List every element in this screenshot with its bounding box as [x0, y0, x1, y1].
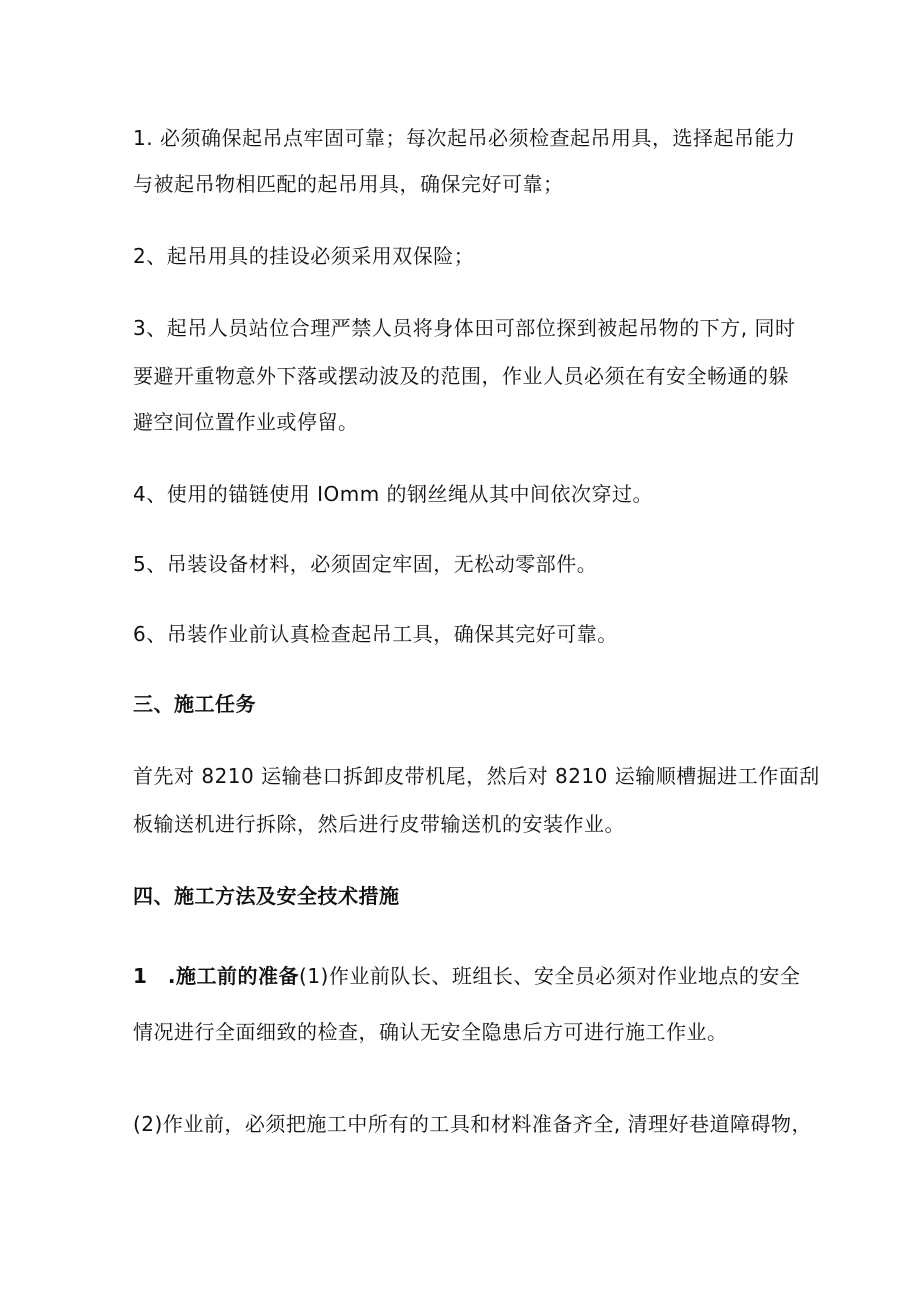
subsection-heading: 1 .施工前的准备: [133, 964, 300, 988]
text-line: 首先对 8210 运输巷口拆卸皮带机尾，然后对 8210 运输顺槽掘进工作面刮: [133, 764, 820, 788]
text-line: 6、吊装作业前认真检查起吊工具，确保其完好可靠。: [133, 622, 618, 646]
text-line: 4、使用的锚链使用 IOmm 的钢丝绳从其中间依次穿过。: [133, 482, 654, 506]
text-line: 2、起吊用具的挂设必须采用双保险；: [133, 244, 475, 268]
text-line: 要避开重物意外下落或摆动波及的范围，作业人员必须在有安全畅通的躲: [133, 364, 789, 388]
text-line: (2)作业前，必须把施工中所有的工具和材料准备齐全, 清理好巷道障碍物，: [133, 1112, 813, 1136]
text-line: 板输送机进行拆除，然后进行皮带输送机的安装作业。: [133, 812, 625, 836]
text-line: 1. 必须确保起吊点牢固可靠；每次起吊必须检查起吊用具，选择起吊能力: [133, 126, 796, 150]
text-line: [133, 962, 800, 990]
text-line: 3、起吊人员站位合理严禁人员将身体田可部位探到被起吊物的下方, 同时: [133, 316, 796, 340]
text-run: (1)作业前队长、班组长、安全员必须对作业地点的安全: [299, 964, 801, 988]
section-heading: 四、施工方法及安全技术措施: [133, 884, 400, 908]
section-heading: 三、施工任务: [133, 692, 256, 716]
text-line: 与被起吊物相匹配的起吊用具，确保完好可靠；: [133, 172, 564, 196]
text-line: 5、吊装设备材料，必须固定牢固，无松动零部件。: [133, 552, 598, 576]
text-line: 避空间位置作业或停留。: [133, 410, 359, 434]
text-line: 情况进行全面细致的检查，确认无安全隐患后方可进行施工作业。: [133, 1020, 728, 1044]
